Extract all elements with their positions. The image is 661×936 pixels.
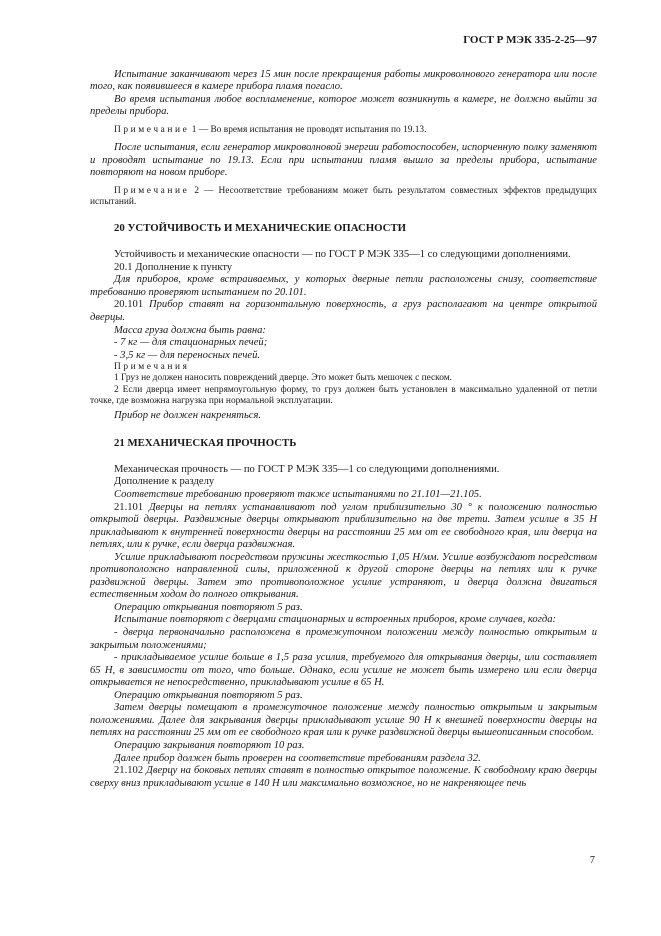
note-text: 2 — Несоответствие требованиям может быть результатом совместных эффектов предыдущих испытаний. <box>90 185 598 207</box>
paragraph: Прибор не должен накреняться. <box>114 410 262 422</box>
page-number: 7 <box>589 855 595 866</box>
note-label: Примечание <box>114 185 190 196</box>
clause <box>90 299 597 324</box>
note: 2 Если дверца имеет непрямоугольную форму, то груз должен быть установлен в максимально удаленной от петли точке, где возможна нагрузка при нормальной эксплуатации. <box>90 384 597 407</box>
list-item: - дверца первоначально расположена в промежуточном положении между полностью открытым и закрытым положениями; <box>90 627 597 651</box>
paragraph: Операцию закрывания повторяют 10 раз. <box>114 739 305 751</box>
clause-text: Прибор ставят на горизонтальную поверхность, а груз располагают на центре открытой дверцы. <box>90 299 597 323</box>
note-text: 1 — Во время испытания не проводят испытания по 19.13. <box>191 124 427 135</box>
note-label: Примечание <box>114 124 190 135</box>
paragraph: Усилие прикладывают посредством пружины жесткостью 1,05 Н/мм. Усилие возбуждают посредством противоположно направленной силы, приложенной к другой стороне дверцы на петлях или к ручке раздвижной дверцы. Затем это противоположное усилие устраняют, и дверца должна двигаться естественным ходом до полного открывания. <box>90 551 597 601</box>
note <box>90 186 597 209</box>
paragraph: Для приборов, кроме встраиваемых, у которых дверные петли расположены снизу, соответствие требованию проверяют испытанием по 20.101. <box>90 274 597 298</box>
list-item: - 7 кг — для стационарных печей; <box>114 337 268 349</box>
clause-number: 20.101 <box>114 299 144 311</box>
note: 1 Груз не должен наносить повреждений дверце. Это может быть мешочек с песком. <box>114 373 453 384</box>
running-header: ГОСТ Р МЭК 335-2-25—97 <box>463 34 597 46</box>
clause-heading: Дополнение к разделу <box>114 476 215 488</box>
paragraph: Затем дверцы помещают в промежуточное положение между полностью открытым и закрытым положениями. Далее для закрывания дверцы прикладывают усилие 90 Н к внешней поверхности дверцы на петлях на расстоянии 25 мм от ее свободного края или к ручке раздвижной дверцы вышеописанным способом. <box>90 702 597 739</box>
paragraph: Операцию открывания повторяют 5 раз. <box>114 601 303 613</box>
paragraph: Испытание повторяют с дверцами стационарных и встроенных приборов, кроме случаев, когда: <box>114 614 557 626</box>
paragraph: Масса груза должна быть равна: <box>114 324 266 336</box>
paragraph: Во время испытания любое воспламенение, которое может возникнуть в камере, не должно выйти за пределы прибора. <box>90 93 597 118</box>
notes-label: Примечания <box>114 362 190 373</box>
clause <box>90 765 597 790</box>
paragraph: После испытания, если генератор микроволновой энергии работоспособен, испорченную полку заменяют и проводят испытание по 19.13. Если при испытании пламя вышло за пределы прибора, испытание повторяют на новом приборе. <box>90 142 597 179</box>
clause-text: Дверцы на петлях устанавливают под углом приблизительно 30 ° к положению полностью открытой дверцы. Раздвижные дверцы открывают приблизительно на две трети. Затем усилие в 35 Н прикладывают к внутренней поверхности дверцы на расстоянии 25 мм от ее свободного края, или дверца на петлях, или к ручке, если дверца раздвижная. <box>90 501 597 551</box>
paragraph: Механическая прочность — по ГОСТ Р МЭК 335—1 со следующими дополнениями. <box>114 463 500 475</box>
clause-number: 21.102 <box>114 765 144 777</box>
section-heading-21: 21 МЕХАНИЧЕСКАЯ ПРОЧНОСТЬ <box>114 436 297 449</box>
note <box>90 125 597 136</box>
clause-number: 21.101 <box>114 501 144 513</box>
clause <box>90 502 597 552</box>
list-item: - 3,5 кг — для переносных печей. <box>114 349 261 361</box>
paragraph: Операцию открывания повторяют 5 раз. <box>114 689 303 701</box>
section-heading-20: 20 УСТОЙЧИВОСТЬ И МЕХАНИЧЕСКИЕ ОПАСНОСТИ <box>114 222 407 235</box>
paragraph: Далее прибор должен быть проверен на соответствие требованиям раздела 32. <box>114 752 481 764</box>
paragraph: Испытание заканчивают через 15 мин после прекращения работы микроволнового генератора или после того, как появившееся в камере прибора пламя погасло. <box>90 68 597 93</box>
list-item: - прикладываемое усилие больше в 1,5 раза усилия, требуемого для открывания дверцы, или составляет 65 Н, в зависимости от того, что больше. Однако, если усилие не может быть измерено или если дверца открывается не непосредственно, прикладывают усилие в 65 Н. <box>90 652 597 689</box>
paragraph: Соответствие требованию проверяют также испытаниями по 21.101—21.105. <box>114 489 482 501</box>
clause-heading: 20.1 Дополнение к пункту <box>114 261 233 273</box>
clause-text: Дверцу на боковых петлях ставят в полностью открытое положение. К свободному краю дверцы сверху вниз прикладывают усилие в 140 Н или максимально возможное, но не накреняющее печь <box>90 765 597 789</box>
paragraph: Устойчивость и механические опасности — по ГОСТ Р МЭК 335—1 со следующими дополнениями. <box>114 249 571 261</box>
